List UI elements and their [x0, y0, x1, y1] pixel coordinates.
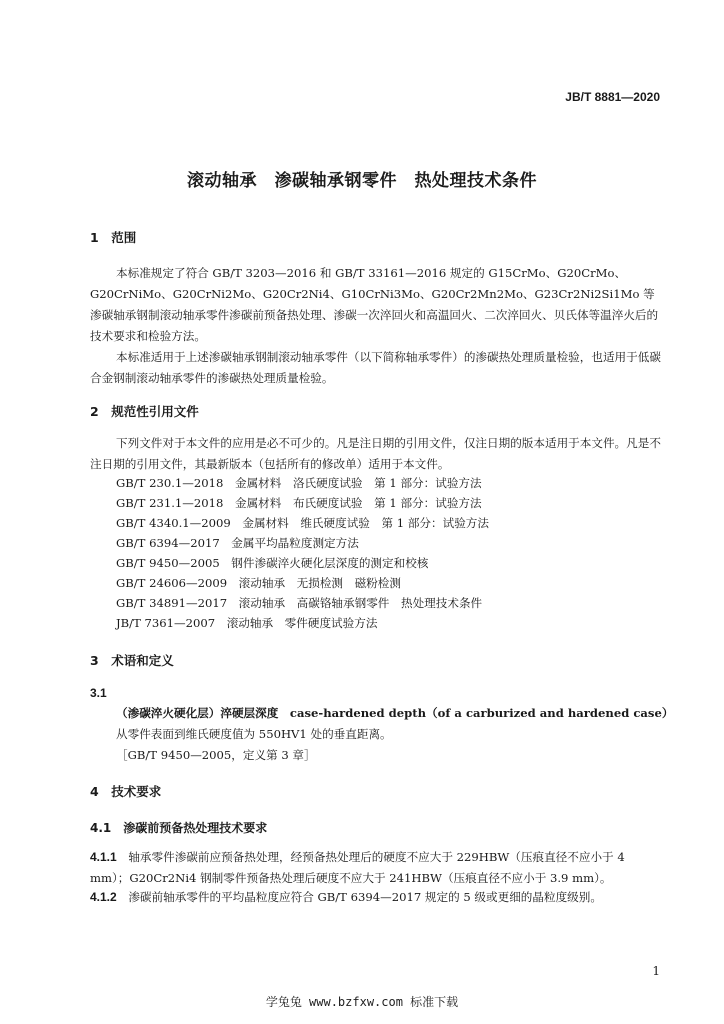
reference-item: GB/T 34891—2017 滚动轴承 高碳铬轴承钢零件 热处理技术条件 — [116, 596, 483, 610]
scope-paragraphs — [90, 263, 664, 389]
document-title: 滚动轴承 渗碳轴承钢零件 热处理技术条件 — [187, 171, 537, 191]
clause-number-3-1: 3.1 — [90, 686, 107, 700]
clause-number-4-1-2: 4.1.2 — [90, 890, 117, 904]
section-heading-normative-references: 2 规范性引用文件 — [90, 404, 199, 419]
reference-item: GB/T 4340.1—2009 金属材料 维氏硬度试验 第 1 部分：试验方法 — [116, 516, 489, 530]
clause-4-1-2 — [90, 887, 664, 908]
scope-paragraph-1: 本标准规定了符合 GB/T 3203—2016 和 GB/T 33161—2016 规定的 G15CrMo、G20CrMo、G20CrNiMo、G20CrNi2Mo、G20Cr2Ni4、G10CrNi3Mo、G20Cr2Mn2Mo、G23Cr2Ni2Si1Mo 等渗碳轴承钢制滚动轴承零件渗碳前预备热处理、渗碳一次淬回火和高温回火、二次淬回火、贝氏体等温淬火后的技术要求和检验方法。 — [90, 266, 659, 343]
references-intro — [90, 433, 664, 475]
reference-item: GB/T 24606—2009 滚动轴承 无损检测 磁粉检测 — [116, 576, 401, 590]
reference-list — [116, 473, 489, 633]
section-heading-scope: 1 范围 — [90, 230, 137, 245]
clause-number-4-1-1: 4.1.1 — [90, 850, 117, 864]
subsection-heading-4-1: 4.1 渗碳前预备热处理技术要求 — [90, 821, 268, 835]
term-source: ［GB/T 9450—2005，定义第 3 章］ — [116, 748, 316, 762]
page-number: 1 — [652, 964, 660, 978]
reference-item: GB/T 6394—2017 金属平均晶粒度测定方法 — [116, 536, 359, 550]
clause-4-1-2-text: 渗碳前轴承零件的平均晶粒度应符合 GB/T 6394—2017 规定的 5 级或更细的晶粒度级别。 — [128, 890, 602, 904]
reference-item: JB/T 7361—2007 滚动轴承 零件硬度试验方法 — [116, 616, 378, 630]
clause-4-1-1 — [90, 847, 664, 889]
references-intro-text: 下列文件对于本文件的应用是必不可少的。凡是注日期的引用文件，仅注日期的版本适用于本文件。凡是不注日期的引用文件，其最新版本（包括所有的修改单）适用于本文件。 — [90, 436, 661, 471]
watermark-footer: 学兔兔 www.bzfxw.com 标准下载 — [265, 995, 459, 1009]
scope-paragraph-2: 本标准适用于上述渗碳轴承钢制滚动轴承零件（以下简称轴承零件）的渗碳热处理质量检验，也适用于低碳合金钢制滚动轴承零件的渗碳热处理质量检验。 — [90, 350, 661, 385]
term-entry: （渗碳淬火硬化层）淬硬层深度 case-hardened depth（of a carburized and hardened case） — [116, 706, 674, 720]
section-heading-technical-requirements: 4 技术要求 — [90, 784, 162, 799]
reference-item: GB/T 230.1—2018 金属材料 洛氏硬度试验 第 1 部分：试验方法 — [116, 476, 482, 490]
term-definition: 从零件表面到维氏硬度值为 550HV1 处的垂直距离。 — [116, 727, 392, 741]
section-heading-terms: 3 术语和定义 — [90, 653, 174, 668]
document-code: JB/T 8881—2020 — [565, 90, 660, 104]
reference-item: GB/T 231.1—2018 金属材料 布氏硬度试验 第 1 部分：试验方法 — [116, 496, 482, 510]
reference-item: GB/T 9450—2005 钢件渗碳淬火硬化层深度的测定和校核 — [116, 556, 429, 570]
clause-4-1-1-text: 轴承零件渗碳前应预备热处理，经预备热处理后的硬度不应大于 229HBW（压痕直径不应小于 4 mm）；G20Cr2Ni4 钢制零件预备热处理后硬度不应大于 241HBW（压痕直径不应小于 3.9 mm）。 — [90, 850, 625, 885]
